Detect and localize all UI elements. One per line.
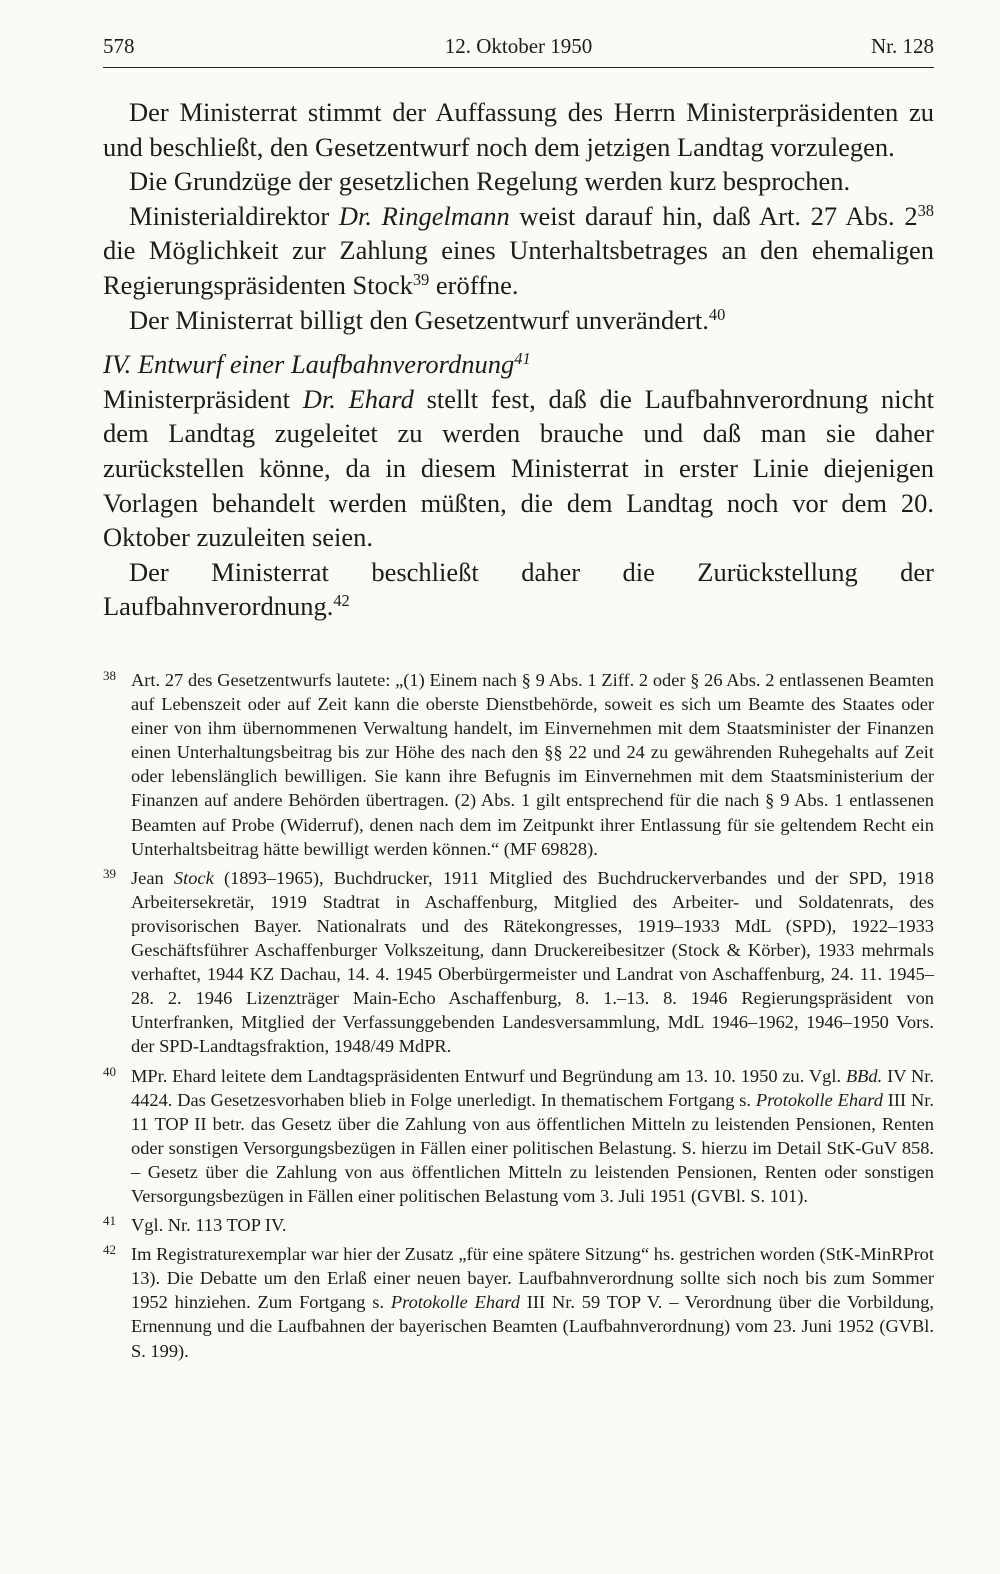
person-name: Stock (173, 867, 214, 888)
person-name: Dr. Ehard (302, 383, 414, 414)
italic-reference: BBd. (845, 1065, 883, 1086)
running-header (103, 30, 934, 66)
footnote-mark: 42 (103, 1242, 116, 1258)
section-heading (103, 347, 934, 382)
footnote-text: (1893–1965), Buchdrucker, 1911 Mitglied des Buchdruckerverbandes und der SPD, 1918 Arbeitersekretär, 1919 Stadtrat in Aschaffenburg, Mitglied des Arbeiter- und Soldatenrats, des provisorischen Bayer. Nationalrats und des Rätekongresses, 1919–1933 MdL (SPD), 1922–1933 Geschäftsführer Aschaffenburger Volkszeitung, dann Druckereibesitzer (Stock & Körber), 1933 mehrmals verhaftet, 1944 KZ Dachau, 14. 4. 1945 Oberbürgermeister und Landrat von Aschaffenburg, 24. 11. 1945–28. 2. 1946 Lizenzträger Main-Echo Aschaffenburg, 8. 1.–13. 8. 1946 Regierungspräsident von Unterfranken, Mitglied der Verfassunggebenden Landesversammlung, MdL 1946–1962, 1946–1950 Vors. der SPD-Landtagsfraktion, 1948/49 MdPR. (131, 867, 935, 1057)
footnote-mark: 40 (103, 1063, 116, 1079)
section-title: IV. Entwurf einer Laufbahnverordnung (103, 349, 515, 380)
text-run: stellt fest, daß die Laufbahnverordnung nicht dem Landtag zugeleitet zu werden brauche und daß man sie daher zurückstellen könne, da in diesem Ministerrat in erster Linie diejenigen Vorlagen behandelt werden müßten, die dem Landtag noch vor dem 20. Oktober zuzuleiten seien. (103, 383, 935, 553)
footnote-mark: 38 (103, 668, 116, 683)
footnote-mark: 41 (103, 1213, 116, 1229)
italic-reference: Protokolle Ehard (755, 1089, 883, 1110)
header-date: 12. Oktober 1950 (444, 34, 593, 58)
text-run: III Nr. 11 TOP II betr. das Gesetz über die Zahlung von aus öffentlichen Mitteln zu leistenden Pensionen, Renten oder sonstigen Versorgungsbezügen in Fällen einer politischen Belastung. S. hierzu im Detail StK-GuV 858. – Gesetz über die Zahlung von aus öffentlichen Mitteln zu leistenden Pensionen, Renten oder sonstigen Versorgungsbezügen in Fällen einer politischen Belastung vom 3. Juli 1951 (GVBl. S. 101). (131, 1089, 934, 1206)
text-run: III Nr. 59 TOP V. – Verordnung über die Vorbildung, Ernennung und die Laufbahnen der bayerischen Beamten (Laufbahnverordnung) vom 23. Juni 1952 (GVBl. S. 199). (131, 1292, 935, 1361)
footnote-ref: 39 (412, 269, 430, 289)
issue-number: Nr. 128 (871, 34, 934, 58)
text-run: Im Registraturexemplar war hier der Zusatz „für eine spätere Sitzung“ hs. gestrichen worden (StK-MinRProt 13). Die Debatte um den Erlaß einer neuen bayer. Laufbahnverordnung sollte sich noch bis zum Sommer 1952 hinziehen. Zum Fortgang s. (131, 1244, 934, 1313)
text-run: Der Ministerrat billigt den Gesetzentwurf unverändert. (129, 304, 709, 335)
footnote (103, 1213, 934, 1237)
text-run: eröffne. (429, 269, 519, 300)
footnote (103, 866, 934, 1059)
text-run: MPr. Ehard leitete dem Landtagspräsidenten Entwurf und Begründung am 13. 10. 1950 zu. Vgl. (131, 1065, 846, 1086)
paragraph (103, 382, 934, 555)
page-number: 578 (103, 34, 135, 58)
footnote-text: Art. 27 des Gesetzentwurfs lautete: „(1) Einem nach § 9 Abs. 1 Ziff. 2 oder § 26 Abs. 2 entlassenen Beamten auf Lebenszeit oder auf Zeit kann die oberste Dienstbehörde, soweit es sich um Beamte des Staates oder einer von ihm übernommenen Verwaltung handelt, im Einvernehmen mit dem Staatsminister der Finanzen einen Unterhaltungsbeitrag bis zur Höhe des nach den §§ 22 und 24 zu gewährenden Ruhegehalts auf Zeit oder lebenslänglich bewilligen. Sie kann ihre Befugnis im Einvernehmen mit dem Staatsministerium der Finanzen auf andere Behörden übertragen. (2) Abs. 1 gilt entsprechend für die nach § 9 Abs. 1 entlassenen Beamten auf Probe (Widerruf), denen nach dem im Zeitpunkt ihrer Entlassung für sie geltendem Recht ein Unterhaltsbeitrag hätte bewilligt werden können.“ (MF 69828). (131, 670, 934, 859)
text-run: weist darauf hin, daß Art. 27 Abs. 2 (509, 200, 918, 231)
header-rule (103, 67, 934, 68)
paragraph: Der Ministerrat stimmt der Auffassung des Herrn Ministerpräsidenten zu und beschließt, den Gesetzentwurf noch dem jetzigen Landtag vorzulegen. (103, 97, 934, 162)
footnote (103, 668, 934, 861)
person-name: Dr. Ringelmann (338, 200, 510, 231)
text-run: die Möglichkeit zur Zahlung eines Unterhaltsbetrages an den ehemaligen Regierungspräsidenten Stock (103, 235, 934, 300)
footnote-ref: 41 (514, 349, 531, 369)
footnote (103, 1242, 934, 1362)
text-run: Jean (131, 867, 174, 888)
paragraph (103, 199, 934, 303)
footnote-ref: 40 (708, 304, 726, 324)
footnote-ref: 38 (917, 200, 934, 220)
main-text (103, 95, 934, 624)
footnotes (103, 668, 934, 1363)
text-run: IV Nr. 4424. Das Gesetzesvorhaben blieb in Folge unerledigt. In thematischem Fortgang s. (131, 1065, 935, 1110)
footnote-ref: 42 (333, 591, 350, 611)
italic-reference: Protokolle Ehard (390, 1292, 520, 1313)
footnote-mark: 39 (103, 865, 116, 881)
text-run: Ministerialdirektor (129, 200, 339, 231)
footnote (103, 1064, 934, 1209)
text-run: Ministerpräsident (103, 383, 303, 414)
paragraph (103, 303, 934, 338)
text-run: Der Ministerrat beschließt daher die Zurückstellung der Laufbahnverordnung. (103, 556, 934, 622)
paragraph: Die Grundzüge der gesetzlichen Regelung werden kurz besprochen. (129, 166, 851, 197)
paragraph (103, 555, 934, 624)
footnote-text: Vgl. Nr. 113 TOP IV. (131, 1215, 287, 1236)
